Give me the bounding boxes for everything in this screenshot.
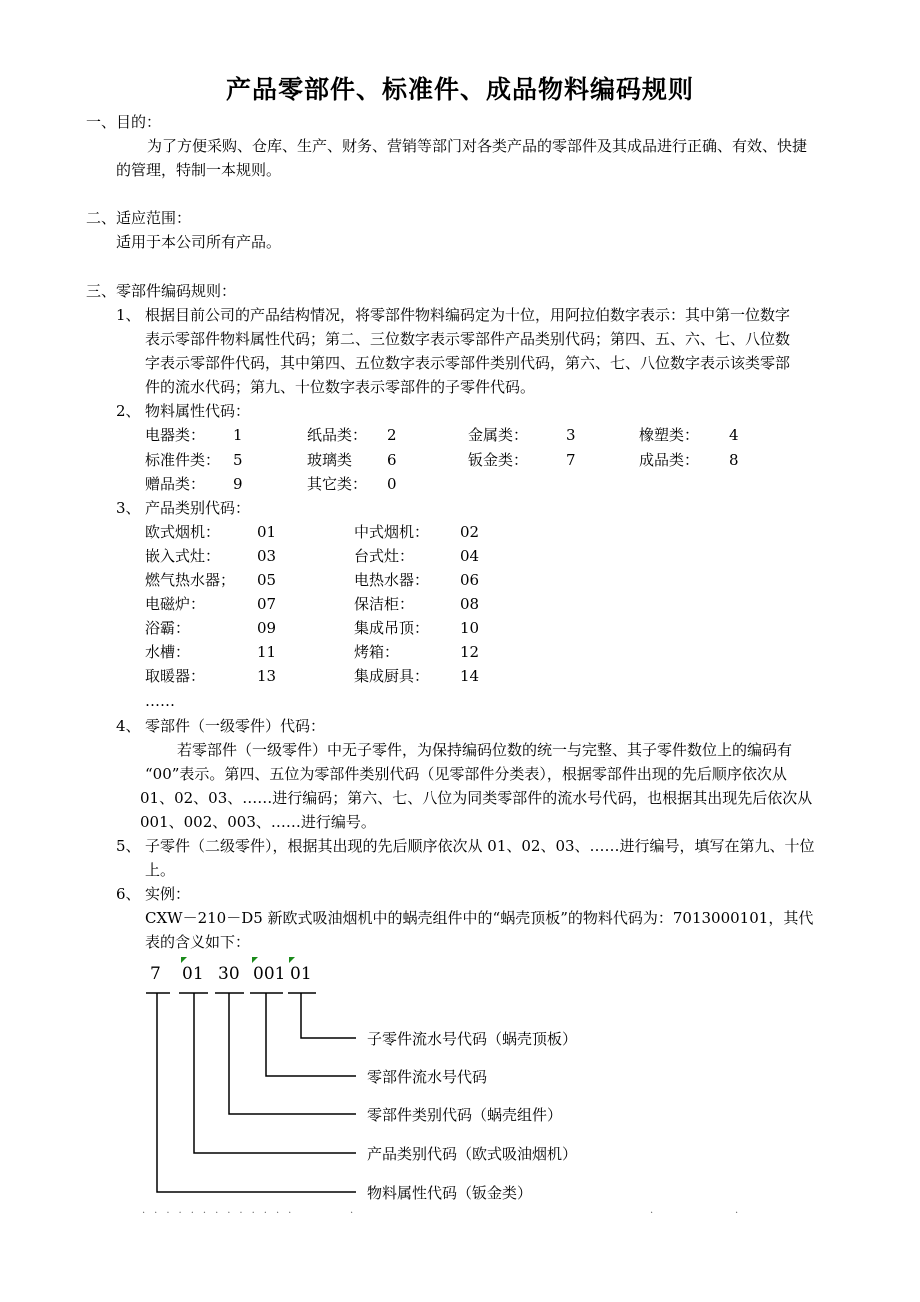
category-code-label: 电磁炉： (145, 595, 206, 613)
category-code-value: 06 (460, 571, 480, 589)
category-code-value: 10 (460, 619, 480, 637)
attribute-code-label: 其它类： (307, 475, 368, 493)
attribute-code-label: 金属类： (468, 426, 529, 444)
attribute-code-value: 7 (566, 450, 576, 469)
category-code-value: 11 (257, 643, 277, 661)
category-code-value: 14 (460, 667, 480, 685)
attribute-code-label: 纸品类： (307, 426, 368, 444)
category-code-label: 燃气热水器； (145, 571, 236, 589)
code-digit-serial: 001 (253, 964, 286, 984)
attribute-code-value: 6 (387, 450, 397, 469)
frame-dots-bottom: . (735, 1205, 748, 1216)
category-code-label: 电热水器： (354, 571, 430, 589)
item-5-line1: 子零件（二级零件），根据其出现的先后顺序依次从 01、02、03、……进行编号，填写在第九、十位 (145, 837, 815, 855)
attribute-code-value: 9 (233, 475, 243, 493)
label-part-serial: 零部件流水号代码 (367, 1068, 488, 1086)
page-title: 产品零部件、标准件、成品物料编码规则 (225, 75, 694, 104)
category-code-value: 04 (460, 547, 480, 565)
category-code-value: 02 (460, 523, 480, 541)
item-3-label: 产品类别代码： (145, 499, 251, 517)
category-code-label: 烤箱： (354, 643, 400, 661)
attribute-code-label: 成品类： (639, 450, 700, 469)
item-2-label: 物料属性代码： (145, 402, 251, 420)
item-4-line4: 001、002、003、……进行编号。 (140, 813, 376, 831)
category-code-label: 欧式烟机： (145, 523, 221, 541)
category-code-value: 13 (257, 667, 277, 685)
attribute-code-value: 5 (233, 450, 243, 469)
item-6-line1: CXW－210－D5 新欧式吸油烟机中的蜗壳组件中的“蜗壳顶板”的物料代码为：7013000101，其代 (145, 909, 814, 927)
label-subpart-serial: 子零件流水号代码（蜗壳顶板） (367, 1030, 578, 1048)
category-code-value: 03 (257, 547, 277, 565)
item-1-line4: 件的流水代码；第九、十位数字表示零部件的子零件代码。 (145, 378, 536, 396)
category-code-value: 08 (460, 595, 480, 613)
code-digit-part-category: 30 (218, 964, 240, 984)
attribute-code-value: 8 (729, 450, 739, 469)
attribute-code-value: 4 (729, 426, 739, 444)
label-material-attribute: 物料属性代码（钣金类） (367, 1184, 533, 1202)
category-code-label: 取暖器： (145, 667, 206, 685)
attribute-code-label: 电器类： (145, 426, 206, 444)
item-1-line3: 字表示零部件代码，其中第四、五位数字表示零部件类别代码，第六、七、八位数字表示该类零部 (145, 354, 791, 372)
label-product-category: 产品类别代码（欧式吸油烟机） (367, 1145, 578, 1163)
item-6-label: 实例： (145, 885, 191, 903)
frame-dots-bottom: . (650, 1205, 663, 1216)
item-1-number: 1、 (116, 306, 141, 324)
section-1-text-line2: 的管理，特制一本规则。 (116, 161, 282, 179)
category-code-value: 12 (460, 643, 480, 661)
item-5-line2: 上。 (145, 861, 176, 879)
item-4-line1: 若零部件（一级零件）中无子零件，为保持编码位数的统一与完整、其子零件数位上的编码有 (177, 741, 793, 759)
item-3-number: 3、 (116, 499, 141, 517)
category-code-label: 保洁柜： (354, 595, 415, 613)
connector-subpart (301, 993, 356, 1038)
attribute-code-label: 赠品类： (145, 475, 206, 493)
category-ellipsis: …… (145, 692, 175, 710)
category-code-label: 台式灶： (354, 547, 415, 565)
item-4-label: 零部件（一级零件）代码： (145, 717, 326, 735)
category-code-label: 集成厨具： (354, 667, 430, 685)
section-1-heading: 一、目的： (86, 113, 162, 131)
item-4-line2: “00”表示。第四、五位为零部件类别代码（见零部件分类表），根据零部件出现的先后顺序依次从 (145, 765, 787, 783)
item-6-line2: 表的含义如下： (145, 933, 251, 951)
item-1-line1: 根据目前公司的产品结构情况，将零部件物料编码定为十位，用阿拉伯数字表示：其中第一位数字 (145, 306, 791, 324)
label-part-category: 零部件类别代码（蜗壳组件） (367, 1106, 563, 1124)
connector-product (194, 993, 356, 1153)
category-code-value: 05 (257, 571, 277, 589)
item-1-line2: 表示零部件物料属性代码；第二、三位数字表示零部件产品类别代码；第四、五、六、七、八位数 (145, 330, 791, 348)
code-digit-attribute: 7 (150, 964, 161, 984)
category-code-label: 中式烟机： (354, 523, 430, 541)
section-2-heading: 二、适应范围： (86, 209, 192, 227)
attribute-code-label: 橡塑类： (639, 426, 700, 444)
section-2-text: 适用于本公司所有产品。 (116, 233, 282, 251)
connector-serial (266, 993, 356, 1076)
item-4-line3: 01、02、03、……进行编码；第六、七、八位为同类零部件的流水号代码，也根据其出现先后依次从 (140, 789, 813, 807)
frame-dots-bottom: ............. (142, 1205, 301, 1216)
section-1-text-line1: 为了方便采购、仓库、生产、财务、营销等部门对各类产品的零部件及其成品进行正确、有效、快捷 (147, 137, 808, 155)
attribute-code-value: 3 (566, 426, 576, 444)
attribute-code-label: 标准件类： (145, 450, 221, 469)
attribute-code-label: 玻璃类 (307, 450, 353, 469)
attribute-code-value: 1 (233, 426, 243, 444)
code-digit-subpart: 01 (290, 964, 312, 984)
category-code-value: 01 (257, 523, 277, 541)
frame-dots-bottom: . (350, 1205, 363, 1216)
code-digit-product: 01 (182, 964, 204, 984)
category-code-label: 浴霸： (145, 619, 191, 637)
attribute-code-value: 2 (387, 426, 397, 444)
category-code-value: 09 (257, 619, 277, 637)
category-code-value: 07 (257, 595, 277, 613)
category-code-label: 水槽： (145, 643, 191, 661)
category-code-label: 嵌入式灶： (145, 547, 221, 565)
item-4-number: 4、 (116, 717, 141, 735)
item-5-number: 5、 (116, 837, 141, 855)
category-code-label: 集成吊顶： (354, 619, 430, 637)
connector-part-category (229, 993, 356, 1114)
attribute-code-label: 钣金类： (468, 450, 529, 469)
attribute-code-value: 0 (387, 475, 397, 493)
item-2-number: 2、 (116, 402, 141, 420)
item-6-number: 6、 (116, 885, 141, 903)
connector-attribute (157, 993, 356, 1192)
section-3-heading: 三、零部件编码规则： (86, 282, 237, 300)
